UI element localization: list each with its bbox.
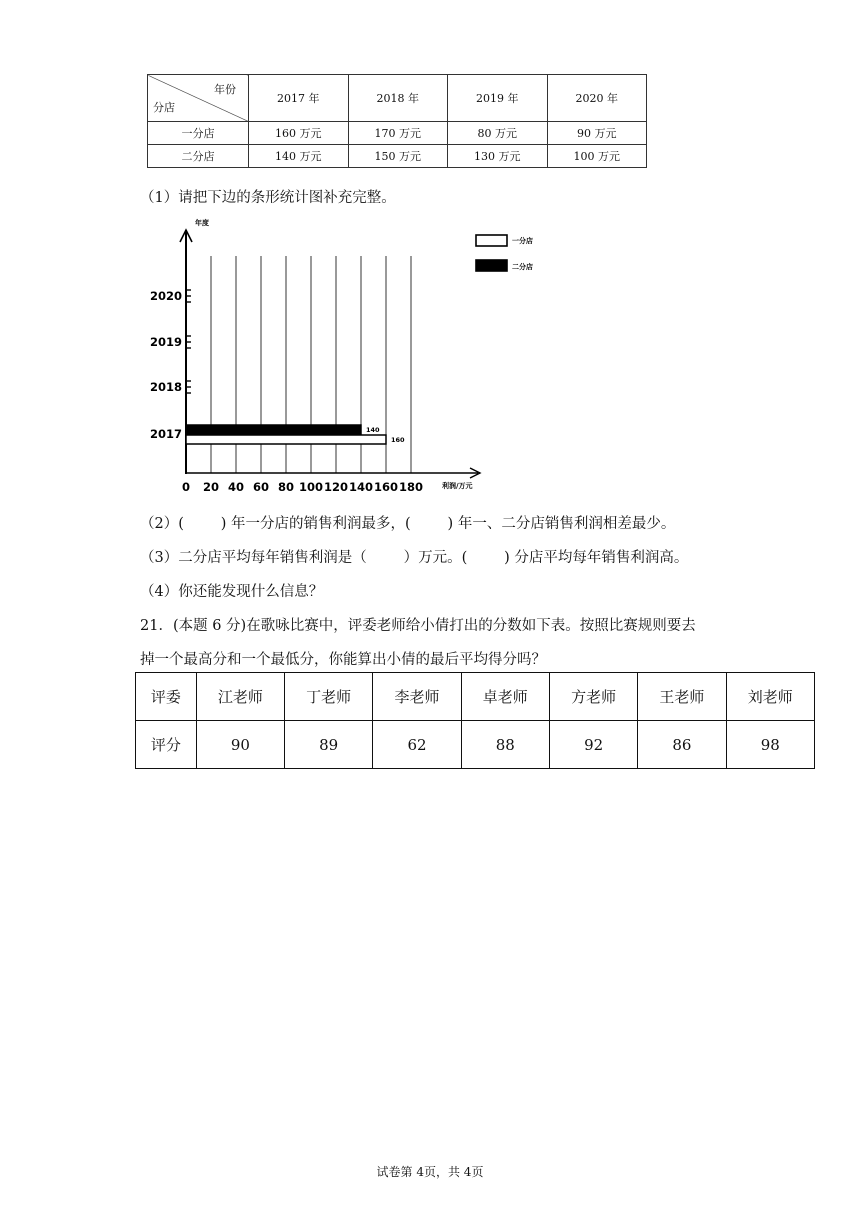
x-tick-labels (182, 480, 423, 494)
question-2: （2）( ) 年一分店的销售利润最多，( ) 年一、二分店销售利润相差最少。 (140, 516, 676, 532)
y-tick-label: 2017 (149, 427, 182, 441)
table-cell: 88 (461, 721, 549, 769)
table-row (148, 145, 647, 168)
table-header-row (148, 75, 647, 122)
x-tick-label: 20 (202, 480, 220, 494)
x-tick-label: 40 (227, 480, 245, 494)
table-cell: 98 (726, 721, 814, 769)
legend-swatch-store-2 (476, 260, 507, 271)
table-cell: 李老师 (373, 673, 461, 721)
table-cell: 刘老师 (726, 673, 814, 721)
year-header: 2019 年 (448, 75, 548, 122)
table-cell: 丁老师 (285, 673, 373, 721)
table-cell: 90 (196, 721, 284, 769)
table-cell: 130 万元 (448, 145, 548, 168)
y-tick-label: 2018 (149, 380, 182, 394)
profit-table (147, 74, 647, 168)
corner-label-year: 年份 (214, 83, 236, 96)
x-tick-label: 100 (298, 480, 324, 494)
legend (476, 235, 533, 271)
table-cell: 方老师 (549, 673, 637, 721)
table-cell: 62 (373, 721, 461, 769)
score-table (135, 672, 815, 769)
table-cell: 160 万元 (249, 122, 349, 145)
year-header: 2020 年 (547, 75, 647, 122)
chart-bars (186, 425, 405, 444)
store-name: 二分店 (148, 145, 249, 168)
bar-store-1 (186, 435, 386, 444)
x-tick-label: 140 (348, 480, 374, 494)
y-tick-label: 2019 (149, 335, 182, 349)
bar-store-2 (186, 425, 361, 434)
bar-value-label: 140 (366, 426, 380, 434)
x-tick-label: 160 (373, 480, 399, 494)
x-tick-label: 120 (323, 480, 349, 494)
year-header: 2017 年 (249, 75, 349, 122)
score-row (136, 721, 815, 769)
table-cell: 150 万元 (348, 145, 448, 168)
table-cell: 卓老师 (461, 673, 549, 721)
y-tick-label: 2020 (149, 289, 182, 303)
legend-label: 二分店 (512, 263, 533, 271)
question-1: （1）请把下边的条形统计图补充完整。 (140, 190, 396, 206)
x-axis-label: 利润/万元 (442, 482, 473, 490)
y-axis-label: 年度 (195, 219, 209, 227)
table-row (148, 122, 647, 145)
corner-label-store: 分店 (153, 101, 175, 114)
table-cell: 王老师 (638, 673, 726, 721)
table-cell: 80 万元 (448, 122, 548, 145)
legend-label: 一分店 (512, 237, 533, 245)
x-tick-label: 0 (181, 480, 191, 494)
diagonal-header-cell (148, 75, 249, 122)
table-cell: 89 (285, 721, 373, 769)
table-cell: 86 (638, 721, 726, 769)
table-cell: 90 万元 (547, 122, 647, 145)
table-cell: 140 万元 (249, 145, 349, 168)
table-cell: 评分 (136, 721, 197, 769)
table-cell: 170 万元 (348, 122, 448, 145)
question-3: （3）二分店平均每年销售利润是（ ）万元。( ) 分店平均每年销售利润高。 (140, 550, 689, 566)
bar-chart (140, 212, 533, 497)
question-21-line-2: 掉一个最高分和一个最低分，你能算出小倩的最后平均得分吗？ (140, 652, 546, 668)
year-header: 2018 年 (348, 75, 448, 122)
x-tick-label: 180 (398, 480, 424, 494)
y-tick-labels (150, 289, 191, 441)
store-name: 一分店 (148, 122, 249, 145)
judge-row (136, 673, 815, 721)
x-tick-label: 60 (252, 480, 270, 494)
legend-swatch-store-1 (476, 235, 507, 246)
page-footer: 试卷第 4页，共 4页 (376, 1165, 484, 1179)
question-4: （4）你还能发现什么信息？ (140, 584, 324, 600)
x-tick-label: 80 (277, 480, 295, 494)
table-cell: 评委 (136, 673, 197, 721)
table-cell: 100 万元 (547, 145, 647, 168)
bar-value-label: 160 (391, 436, 405, 444)
question-21-line-1: 21．(本题 6 分)在歌咏比赛中，评委老师给小倩打出的分数如下表。按照比赛规则要去 (140, 618, 696, 634)
table-cell: 江老师 (196, 673, 284, 721)
table-cell: 92 (549, 721, 637, 769)
